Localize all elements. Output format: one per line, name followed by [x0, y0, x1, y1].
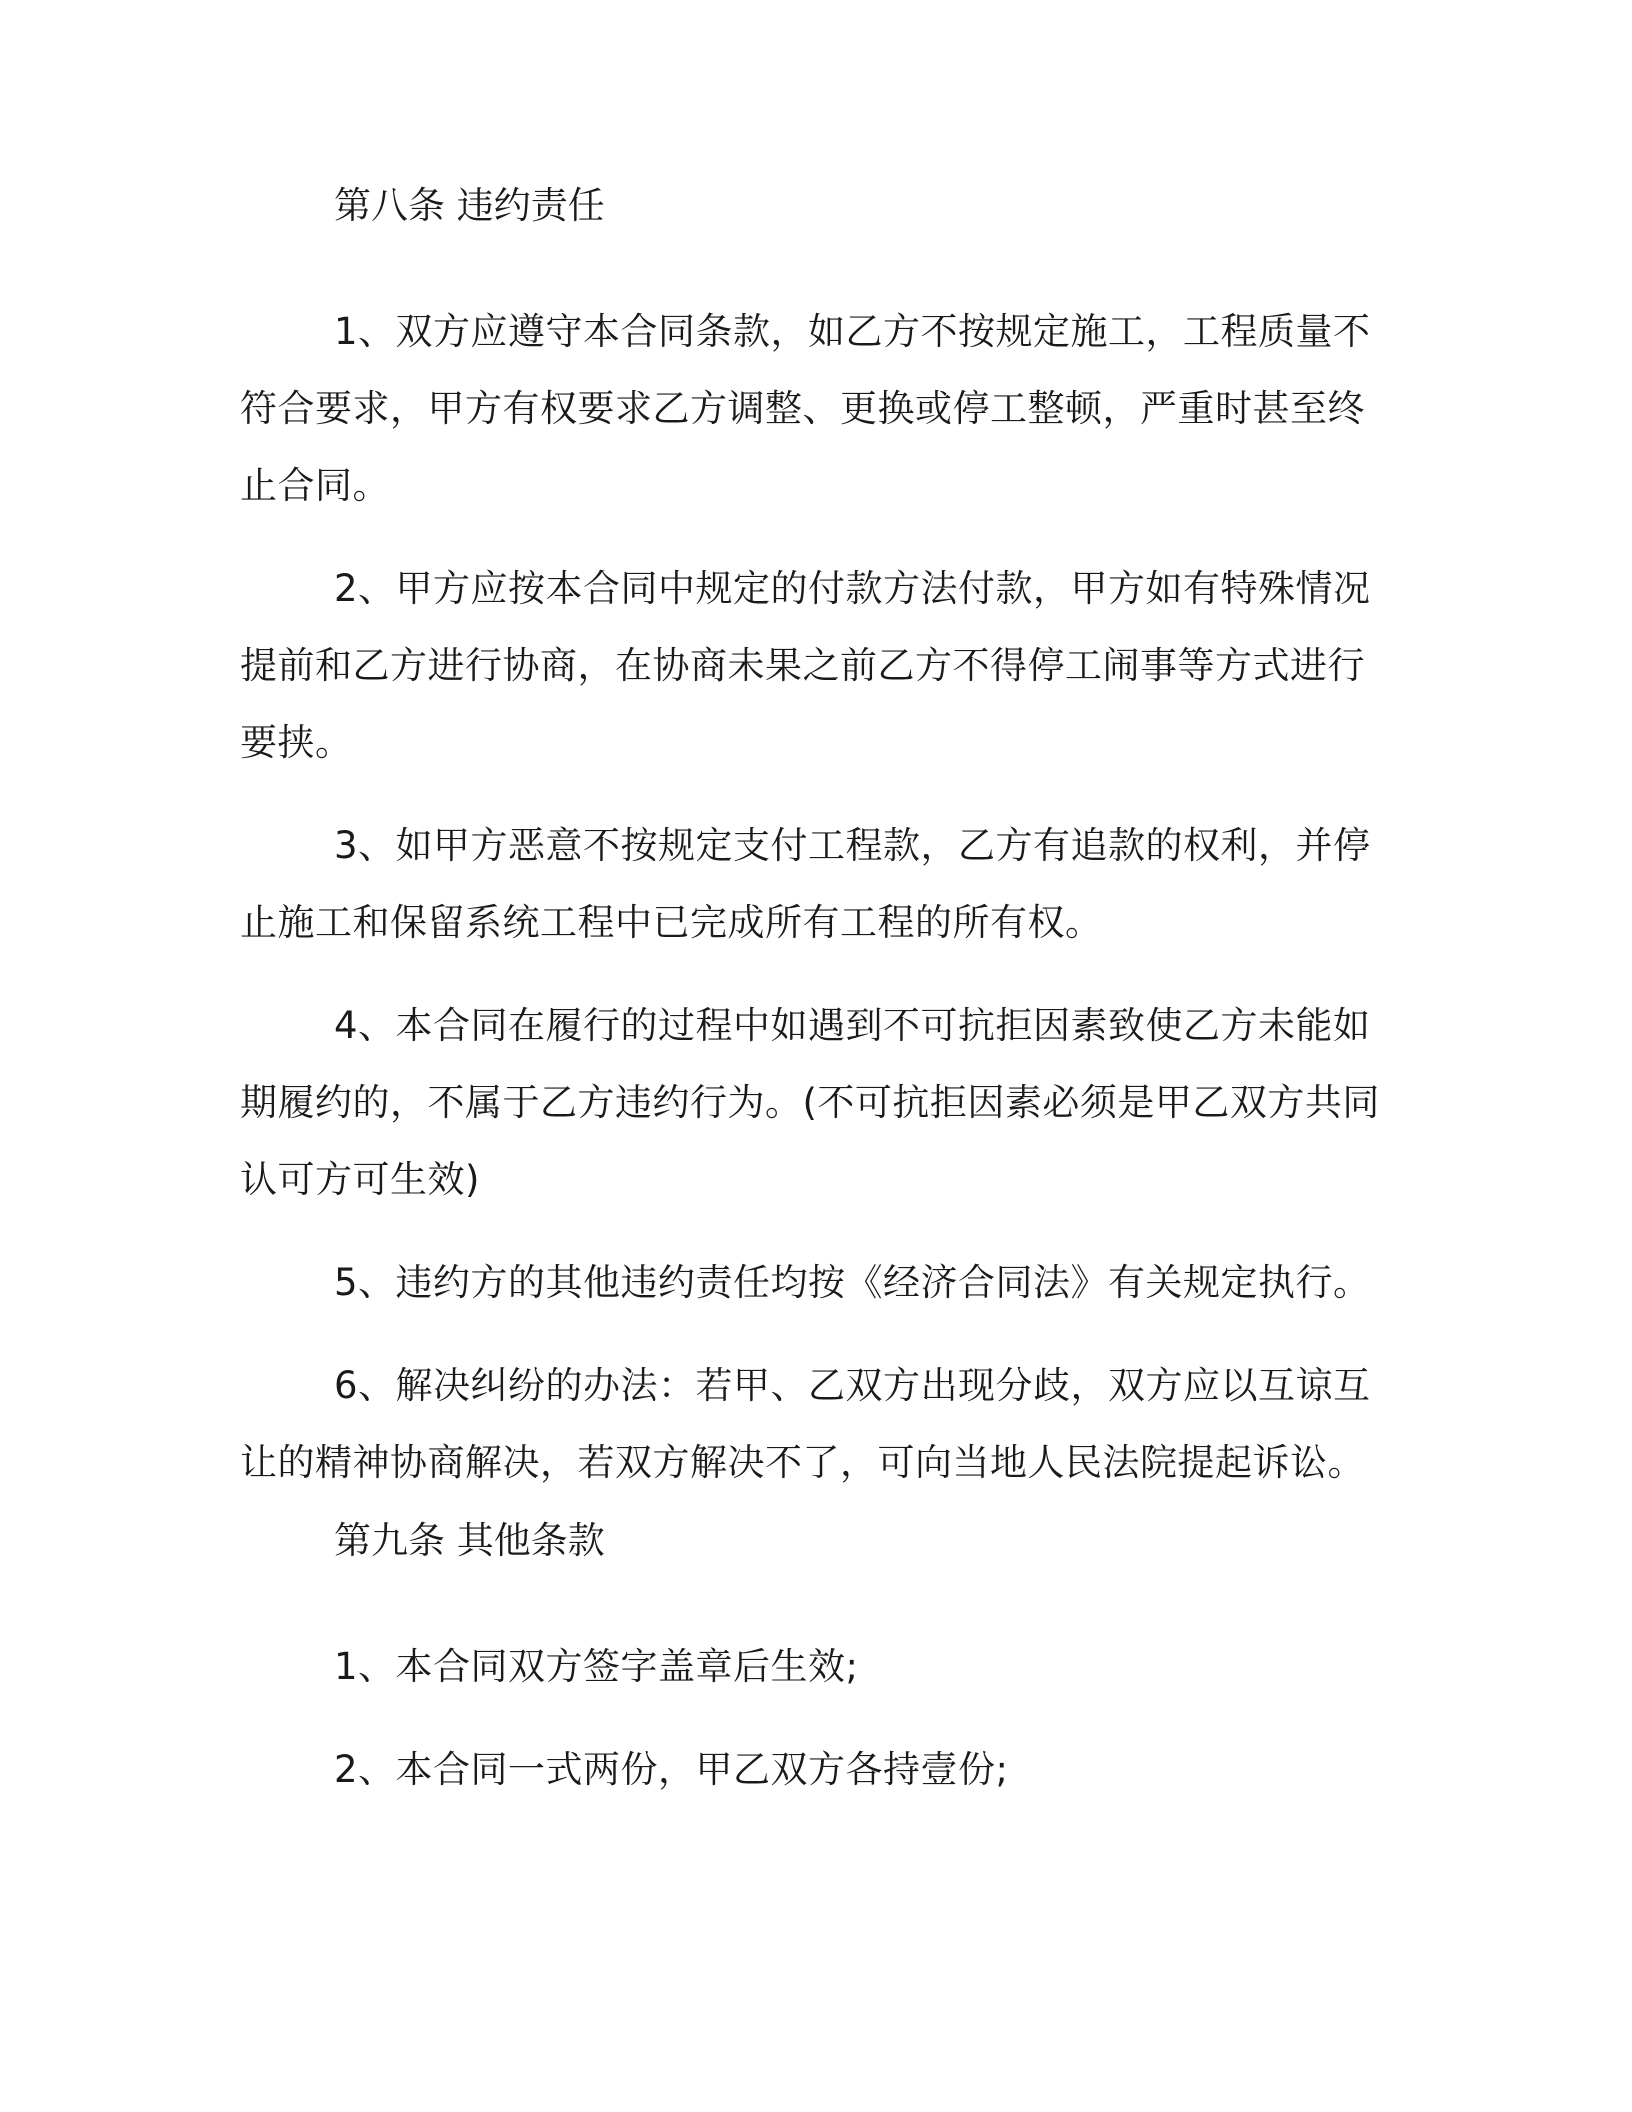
article-8-item-4: 4、本合同在履行的过程中如遇到不可抗拒因素致使乙方未能如期履约的，不属于乙方违约行为。(不可抗拒因素必须是甲乙双方共同认可方可生效): [240, 1004, 1380, 1201]
article-8-item-5: 5、违约方的其他违约责任均按《经济合同法》有关规定执行。: [334, 1261, 1371, 1304]
article-8-item-6: 6、解决纠纷的办法：若甲、乙双方出现分歧，双方应以互谅互让的精神协商解决，若双方解决不了，可向当地人民法院提起诉讼。: [240, 1364, 1371, 1484]
document-body: [240, 186, 1380, 1808]
article-9-title: 第九条 其他条款: [334, 1519, 605, 1562]
article-8-item-3: 3、如甲方恶意不按规定支付工程款，乙方有追款的权利，并停止施工和保留系统工程中已完成所有工程的所有权。: [240, 824, 1371, 944]
article-8-title: 第八条 违约责任: [334, 184, 605, 227]
article-8-item-2: 2、甲方应按本合同中规定的付款方法付款，甲方如有特殊情况提前和乙方进行协商，在协商未果之前乙方不得停工闹事等方式进行要挟。: [240, 567, 1371, 764]
article-9-item-2: 2、本合同一式两份，甲乙双方各持壹份;: [334, 1748, 1009, 1791]
article-9-item-1: 1、本合同双方签字盖章后生效;: [334, 1645, 859, 1688]
article-8-item-1: 1、双方应遵守本合同条款，如乙方不按规定施工，工程质量不符合要求，甲方有权要求乙方调整、更换或停工整顿，严重时甚至终止合同。: [240, 310, 1371, 507]
